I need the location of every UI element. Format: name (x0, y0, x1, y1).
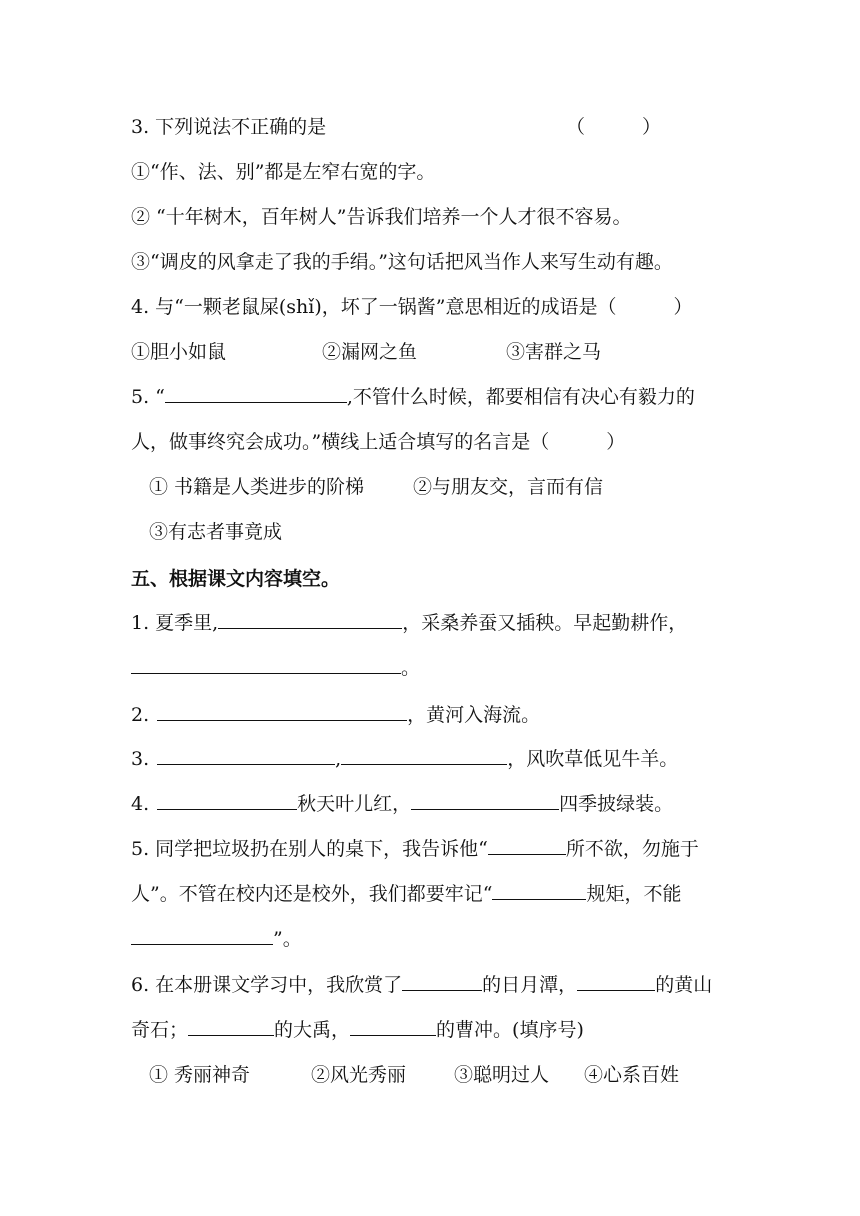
fill-2-start: 2. (131, 704, 150, 726)
fill-5-line-1 (131, 836, 699, 862)
fill-6-blank-1[interactable] (402, 972, 482, 991)
fill-3-line (131, 746, 678, 772)
q5-option-3: ③有志者事竟成 (149, 521, 283, 543)
fill-1-blank-2[interactable] (131, 655, 401, 674)
fill-6-line-1 (131, 972, 712, 998)
q5-line-1-rest: ,不管什么时候，都要相信有决心有毅力的 (346, 386, 695, 408)
fill-5-blank-3[interactable] (131, 926, 273, 945)
q3-option-1: ①“作、法、别”都是左窄右宽的字。 (131, 161, 436, 183)
q4-option-1: ①胆小如鼠 (131, 341, 227, 363)
fill-4-line (131, 791, 673, 817)
q4-option-2: ②漏网之鱼 (322, 341, 418, 363)
q3-stem: 3. 下列说法不正确的是 (131, 116, 327, 138)
fill-6-option-3: ③聪明过人 (454, 1064, 550, 1086)
q5-line-1 (131, 384, 695, 410)
fill-6-blank-4[interactable] (350, 1017, 436, 1036)
fill-4-rest: 四季披绿装。 (559, 793, 674, 815)
fill-3-comma: , (335, 748, 342, 770)
fill-5-line-2-start: 人”。不管在校内还是校外，我们都要牢记“ (131, 883, 493, 905)
fill-6-mid-1: 的日月潭， (482, 974, 578, 996)
fill-4-blank-2[interactable] (411, 791, 559, 810)
fill-1-line-1 (131, 610, 687, 636)
fill-2-line (131, 702, 540, 728)
fill-5-blank-1[interactable] (488, 836, 566, 855)
fill-6-mid-3: 的大禹， (274, 1019, 351, 1041)
q5-blank[interactable] (165, 384, 347, 403)
fill-1-blank-1[interactable] (218, 610, 402, 629)
fill-5-line-2 (131, 881, 681, 907)
fill-5-start: 5. 同学把垃圾扔在别人的桌下，我告诉他“ (131, 838, 488, 860)
fill-1-rest: ，采桑养蚕又插秧。早起勤耕作， (402, 612, 688, 634)
fill-2-blank[interactable] (157, 702, 407, 721)
fill-5-rest-1: 所不欲，勿施于 (565, 838, 699, 860)
q3-option-3: ③“调皮的风拿走了我的手绢。”这句话把风当作人来写生动有趣。 (131, 251, 673, 273)
q5-option-1: ① 书籍是人类进步的阶梯 (149, 476, 365, 498)
section-5-title: 五、根据课文内容填空。 (131, 568, 341, 590)
fill-6-option-4: ④心系百姓 (584, 1064, 680, 1086)
fill-6-line-2-start: 奇石； (131, 1019, 189, 1041)
fill-4-start: 4. (131, 793, 150, 815)
q4-option-3: ③害群之马 (506, 341, 602, 363)
fill-6-mid-4: 的曹冲。(填序号) (436, 1019, 584, 1041)
q4-stem: 4. 与“一颗老鼠屎(shǐ)，坏了一锅酱”意思相近的成语是（ ） (131, 296, 693, 318)
fill-3-blank-1[interactable] (157, 746, 335, 765)
fill-1-line-2 (131, 655, 420, 681)
fill-6-mid-2: 的黄山 (655, 974, 713, 996)
fill-5-end: ”。 (273, 928, 302, 950)
q5-option-2: ②与朋友交，言而有信 (413, 476, 604, 498)
q5-start: 5. “ (131, 386, 165, 408)
fill-6-blank-2[interactable] (577, 972, 655, 991)
fill-1-start: 1. 夏季里, (131, 612, 219, 634)
q3-answer-paren[interactable]: （ ） (566, 116, 662, 138)
fill-6-option-1: ① 秀丽神奇 (149, 1064, 251, 1086)
fill-4-blank-1[interactable] (157, 791, 297, 810)
fill-1-end: 。 (401, 657, 421, 679)
fill-5-rest-2: 规矩，不能 (586, 883, 682, 905)
fill-3-start: 3. (131, 748, 150, 770)
fill-5-blank-2[interactable] (492, 881, 586, 900)
fill-6-start: 6. 在本册课文学习中，我欣赏了 (131, 974, 403, 996)
fill-3-blank-2[interactable] (341, 746, 507, 765)
fill-5-line-3 (131, 926, 302, 952)
q5-line-2: 人，做事终究会成功。”横线上适合填写的名言是（ ） (131, 431, 626, 453)
fill-2-rest: ，黄河入海流。 (407, 704, 541, 726)
fill-6-option-2: ②风光秀丽 (311, 1064, 407, 1086)
fill-6-blank-3[interactable] (188, 1017, 274, 1036)
fill-4-mid: 秋天叶儿红， (297, 793, 412, 815)
q3-option-2: ② “十年树木，百年树人”告诉我们培养一个人才很不容易。 (131, 206, 632, 228)
fill-3-rest: ，风吹草低见牛羊。 (507, 748, 679, 770)
fill-6-line-2 (131, 1017, 584, 1043)
